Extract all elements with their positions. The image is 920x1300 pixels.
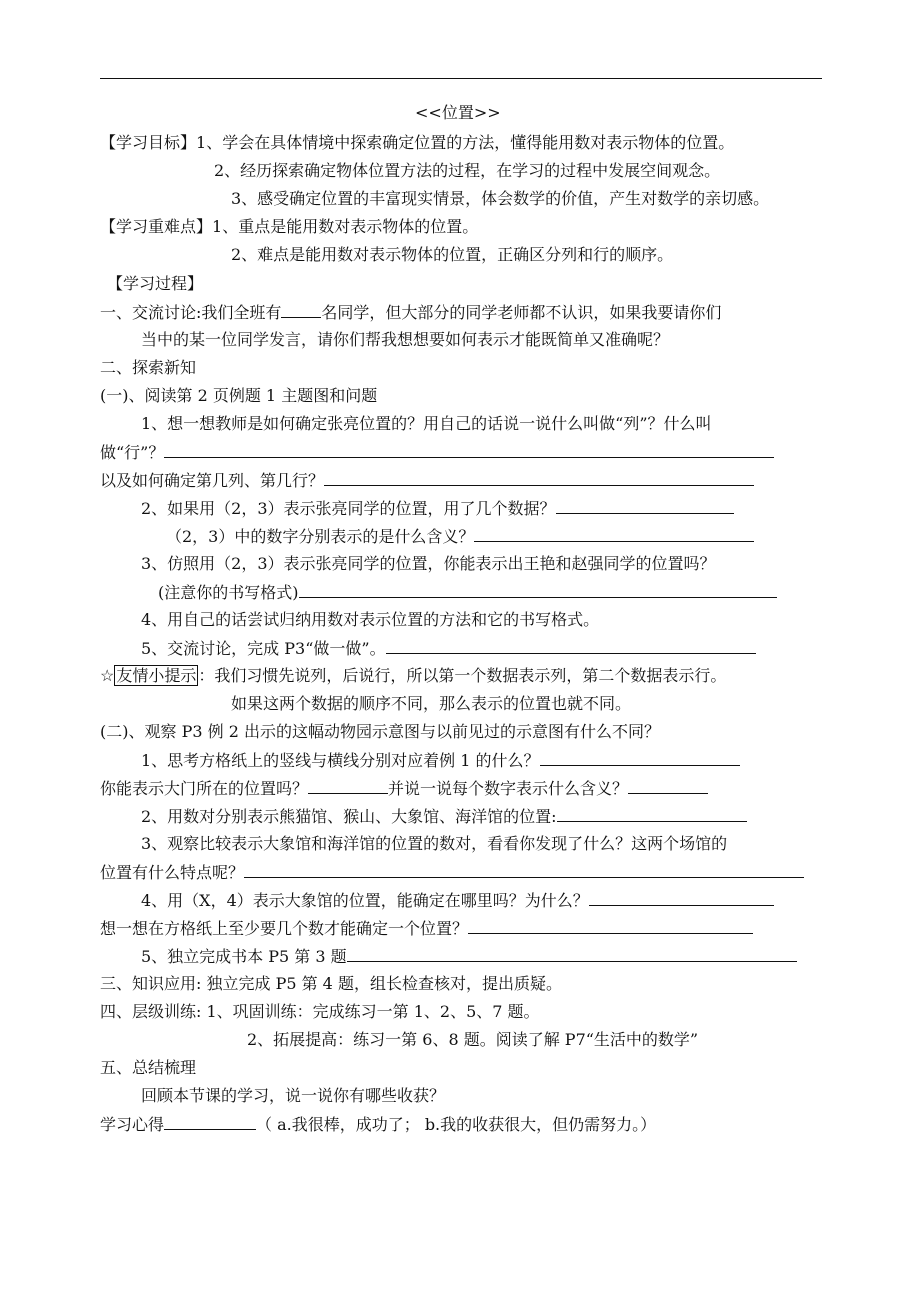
q2-line-2 <box>166 526 754 547</box>
s5-heading: 五、总结梳理 <box>100 1058 197 1077</box>
r1-answer-blank-2[interactable] <box>628 778 708 794</box>
reflection-blank[interactable] <box>164 1114 256 1130</box>
q2-text-b: （2，3）中的数字分别表示的是什么含义？ <box>166 527 475 546</box>
header-rule <box>100 78 822 79</box>
q1-text-c: 以及如何确定第几列、第几行？ <box>100 471 325 490</box>
q1-line-3 <box>100 470 754 491</box>
q3-answer-blank[interactable] <box>299 582 777 598</box>
q5-answer-blank[interactable] <box>386 638 756 654</box>
key-1: 1、重点是能用数对表示物体的位置。 <box>212 217 479 236</box>
q1-text-b: 做“行”？ <box>100 443 165 462</box>
r5-line <box>141 946 797 967</box>
tip-line-2: 如果这两个数据的顺序不同，那么表示的位置也就不同。 <box>231 694 632 713</box>
s5-question: 回顾本节课的学习，说一说你有哪些收获？ <box>141 1086 446 1105</box>
r3-line-2 <box>100 862 804 883</box>
r5-answer-blank[interactable] <box>347 946 797 962</box>
part-1-heading: (一)、阅读第 2 页例题 1 主题图和问题 <box>100 386 378 405</box>
r2-text: 2、用数对分别表示熊猫馆、猴山、大象馆、海洋馆的位置: <box>141 807 557 826</box>
tip-label-box: 友情小提示 <box>116 666 197 685</box>
s1-line-1 <box>100 302 721 323</box>
keys-line-1 <box>100 217 478 237</box>
r5-text: 5、独立完成书本 P5 第 3 题 <box>141 947 347 966</box>
goals-label: 【学习目标】 <box>100 133 197 152</box>
q3-text-b: (注意你的书写格式) <box>158 583 299 602</box>
goals-line-1 <box>100 133 734 153</box>
s2-heading: 二、探索新知 <box>100 358 197 377</box>
q1-answer-blank-2[interactable] <box>324 470 754 486</box>
goal-2: 2、经历探索确定物体位置方法的过程，在学习的过程中发展空间观念。 <box>214 161 721 180</box>
process-label: 【学习过程】 <box>107 274 204 293</box>
q2-line-1 <box>141 498 734 519</box>
q1-answer-blank[interactable] <box>164 442 774 458</box>
q4-line: 4、用自己的话尝试归纳用数对表示位置的方法和它的书写格式。 <box>141 610 600 629</box>
q3-line-2 <box>158 582 777 603</box>
gate-position-blank[interactable] <box>308 778 388 794</box>
s1-line-2: 当中的某一位同学发言，请你们帮我想想要如何表示才能既简单又准确呢？ <box>141 330 670 349</box>
s1-text-b: 名同学，但大部分的同学老师都不认识，如果我要请你们 <box>321 303 722 322</box>
r1-text-c: 并说一说每个数字表示什么含义？ <box>388 779 629 798</box>
s4-line-2: 2、拓展提高：练习一第 6、8 题。阅读了解 P7“生活中的数学” <box>247 1030 699 1049</box>
q1-line-1: 1、想一想教师是如何确定张亮位置的？用自己的话说一说什么叫做“列”？什么叫 <box>141 414 712 433</box>
r3-answer-blank[interactable] <box>244 862 804 878</box>
goal-3: 3、感受确定位置的丰富现实情景，体会数学的价值，产生对数学的亲切感。 <box>231 189 770 208</box>
r3-line-1: 3、观察比较表示大象馆和海洋馆的位置的数对，看看你发现了什么？这两个场馆的 <box>141 834 728 853</box>
reflection-options: （ a.我很棒，成功了； b.我的收获很大，但仍需努力。） <box>256 1115 657 1134</box>
s4-line-1: 四、层级训练: 1、巩固训练：完成练习一第 1、2、5、7 题。 <box>100 1002 540 1021</box>
keys-label: 【学习重难点】 <box>100 217 213 236</box>
r4-text-b: 想一想在方格纸上至少要几个数才能确定一个位置？ <box>100 919 469 938</box>
reflection-line <box>100 1114 656 1135</box>
tip-text: ：我们习惯先说列，后说行，所以第一个数据表示列，第二个数据表示行。 <box>198 666 727 685</box>
q5-line <box>141 638 756 659</box>
q3-line-1: 3、仿照用（2，3）表示张亮同学的位置，你能表示出王艳和赵强同学的位置吗？ <box>141 554 716 573</box>
r4-line-1 <box>141 890 774 911</box>
s3-line: 三、知识应用: 独立完成 P5 第 4 题，组长检查核对，提出质疑。 <box>100 974 562 993</box>
reflection-label: 学习心得 <box>100 1115 165 1134</box>
r1-text-a: 1、思考方格纸上的竖线与横线分别对应着例 1 的什么？ <box>141 751 540 770</box>
r4-answer-blank-2[interactable] <box>468 918 753 934</box>
q2-answer-blank-2[interactable] <box>474 526 754 542</box>
star-icon: ☆ <box>100 666 115 685</box>
r2-line <box>141 806 747 827</box>
q2-answer-blank[interactable] <box>556 498 734 514</box>
part-2-heading: (二)、观察 P3 例 2 出示的这幅动物园示意图与以前见过的示意图有什么不同？ <box>100 722 660 741</box>
tip-line-1 <box>100 666 726 686</box>
q5-text: 5、交流讨论，完成 P3“做一做”。 <box>141 639 386 658</box>
r4-text-a: 4、用（X，4）表示大象馆的位置，能确定在哪里吗？为什么？ <box>141 891 589 910</box>
r4-line-2 <box>100 918 753 939</box>
doc-title: <<位置>> <box>415 103 501 122</box>
r4-answer-blank[interactable] <box>589 890 774 906</box>
r3-text-b: 位置有什么特点呢？ <box>100 863 245 882</box>
class-size-blank[interactable] <box>281 302 321 318</box>
r1-line-1 <box>141 750 740 771</box>
r1-text-b: 你能表示大门所在的位置吗？ <box>100 779 309 798</box>
key-2: 2、难点是能用数对表示物体的位置，正确区分列和行的顺序。 <box>231 245 674 264</box>
s1-text-a: 一、交流讨论:我们全班有 <box>100 303 282 322</box>
q1-line-2 <box>100 442 774 463</box>
goal-1: 1、学会在具体情境中探索确定位置的方法，懂得能用数对表示物体的位置。 <box>196 133 735 152</box>
r1-answer-blank[interactable] <box>540 750 740 766</box>
r2-answer-blank[interactable] <box>557 806 747 822</box>
r1-line-2 <box>100 778 708 799</box>
q2-text-a: 2、如果用（2，3）表示张亮同学的位置，用了几个数据？ <box>141 499 556 518</box>
